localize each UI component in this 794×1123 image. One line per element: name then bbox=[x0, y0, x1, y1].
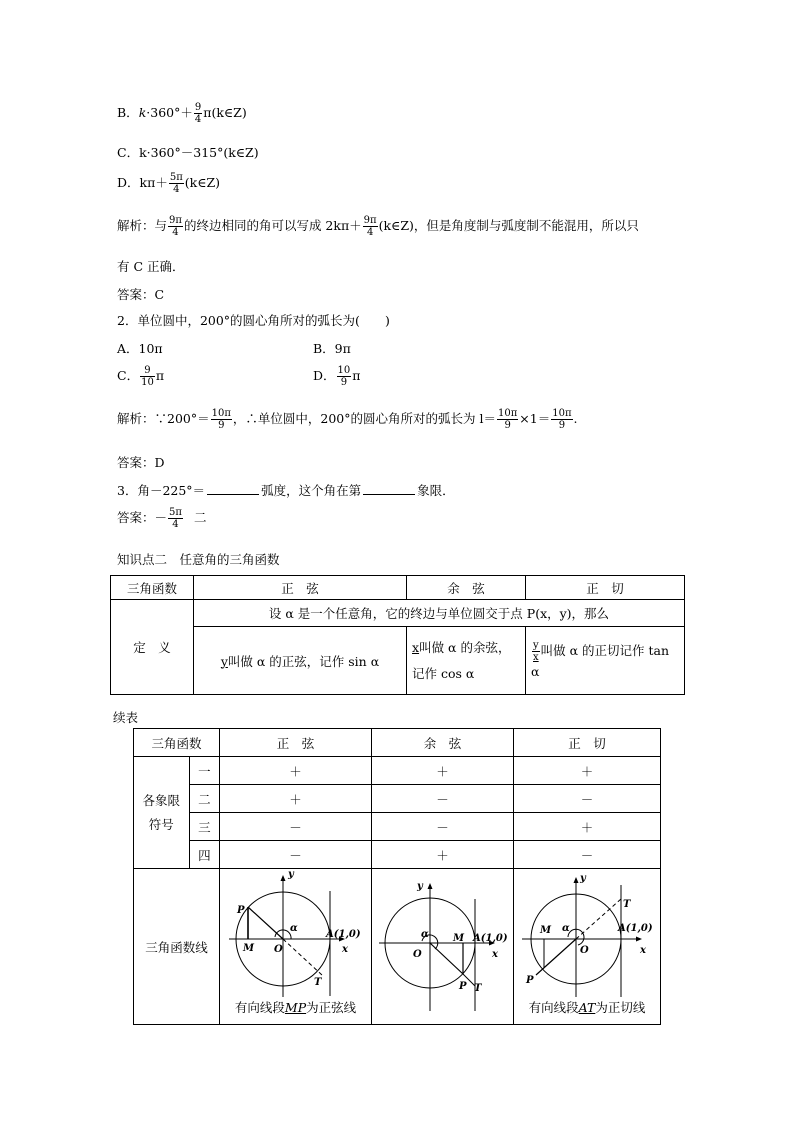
sign-cos-4: ＋ bbox=[372, 841, 514, 869]
th2-cos: 余 弦 bbox=[372, 729, 514, 757]
section-title: 知识点二 任意角的三角函数 bbox=[117, 552, 280, 567]
th-sin: 正 弦 bbox=[194, 576, 407, 600]
blank-1 bbox=[207, 482, 259, 495]
label-a: A(1,0) bbox=[472, 933, 508, 944]
y-arrow-icon bbox=[427, 883, 432, 889]
x-arrow-icon bbox=[636, 937, 642, 942]
sine-line-diagram bbox=[221, 871, 371, 1001]
q2-option-d: D． $\frac{10}{9}$ π bbox=[313, 365, 361, 388]
option-c: C．k·360°－315°(k∈Z) bbox=[117, 145, 259, 160]
sign-cos-1: ＋ bbox=[372, 757, 514, 785]
sin-figure-cell bbox=[220, 869, 372, 1025]
th2-sin: 正 弦 bbox=[220, 729, 372, 757]
label-t: T bbox=[623, 899, 631, 910]
sign-sin-2: ＋ bbox=[220, 785, 372, 813]
terminal-ray bbox=[430, 943, 463, 974]
cos-figure-cell bbox=[372, 869, 514, 1025]
def-label: 定 义 bbox=[111, 600, 194, 695]
label-o: O bbox=[412, 949, 422, 960]
label-x: x bbox=[640, 945, 646, 956]
def-tan: $\frac{y}{x}$ 叫做 α 的正切记作 tan α bbox=[526, 627, 685, 695]
y-arrow-icon bbox=[574, 877, 579, 883]
tangent-line-diagram bbox=[514, 871, 660, 1001]
label-m: M bbox=[242, 943, 254, 954]
th2-tan: 正 切 bbox=[514, 729, 661, 757]
th-function: 三角函数 bbox=[111, 576, 194, 600]
terminal-ray bbox=[248, 907, 283, 939]
label-o: O bbox=[580, 945, 589, 956]
signs-table bbox=[133, 728, 661, 1025]
label-alpha: α bbox=[289, 923, 298, 934]
def-sin: y叫做 α 的正弦，记作 sin α bbox=[194, 627, 407, 695]
label-p: P bbox=[526, 975, 534, 986]
sign-sin-3: － bbox=[220, 813, 372, 841]
th2-function: 三角函数 bbox=[134, 729, 220, 757]
label-x: x bbox=[491, 949, 498, 960]
quadrant-1: 一 bbox=[189, 757, 219, 785]
label-o: O bbox=[273, 944, 283, 955]
sign-sin-4: － bbox=[220, 841, 372, 869]
label-m: M bbox=[452, 933, 464, 944]
def-intro: 设 α 是一个任意角，它的终边与单位圆交于点 P(x，y)，那么 bbox=[194, 600, 685, 627]
analysis-1: 解析：与 $\frac{9\pi}{4}$ 的终边相同的角可以写成 2kπ＋ $\frac{9\pi}{4}$ (k∈Z)，但是角度制与弧度制不能混用，所以只 bbox=[117, 215, 639, 238]
sign-tan-4: － bbox=[514, 841, 661, 869]
label-alpha: α bbox=[562, 923, 570, 934]
option-b: B．k·360°＋ $\frac{9}{4}$ π(k∈Z) bbox=[117, 102, 247, 125]
label-t: T bbox=[473, 983, 481, 994]
y-arrow-icon bbox=[280, 875, 285, 881]
sign-cos-3: － bbox=[372, 813, 514, 841]
extended-ray bbox=[283, 939, 322, 975]
terminal-ray bbox=[536, 939, 576, 975]
tan-figure-cell bbox=[514, 869, 661, 1025]
definition-table bbox=[110, 575, 685, 695]
label-alpha: α bbox=[420, 929, 429, 940]
q2-option-b: B．9π bbox=[313, 341, 351, 356]
answer-3: 答案：－ $\frac{5\pi}{4}$ 二 bbox=[117, 507, 207, 530]
sign-tan-3: ＋ bbox=[514, 813, 661, 841]
option-d: D．kπ＋ $\frac{5\pi}{4}$ (k∈Z) bbox=[117, 172, 221, 195]
q2-option-c: C． $\frac{9}{10}$ π bbox=[117, 365, 165, 388]
question-3: 3．角－225°＝ 弧度，这个角在第 象限． bbox=[117, 483, 455, 498]
tan-caption: 有向线段AT为正切线 bbox=[528, 1000, 646, 1015]
label-x: x bbox=[341, 944, 348, 955]
blank-2 bbox=[363, 482, 415, 495]
sin-caption: 有向线段MP为正弦线 bbox=[234, 1000, 357, 1015]
answer-1: 答案：C bbox=[117, 287, 165, 302]
label-p: P bbox=[236, 905, 245, 916]
label-a: A(1,0) bbox=[325, 929, 361, 940]
quadrant-3: 三 bbox=[189, 813, 219, 841]
label-p: P bbox=[458, 981, 467, 992]
label-y: y bbox=[416, 881, 423, 892]
sign-tan-2: － bbox=[514, 785, 661, 813]
continued-label: 续表 bbox=[113, 710, 139, 725]
quadrant-label: 各象限 符号 bbox=[134, 757, 190, 869]
quadrant-4: 四 bbox=[189, 841, 219, 869]
q2-option-a: A．10π bbox=[117, 341, 163, 356]
trig-lines-label: 三角函数线 bbox=[134, 869, 220, 1025]
sign-tan-1: ＋ bbox=[514, 757, 661, 785]
label-t: T bbox=[313, 977, 321, 988]
label-a: A(1,0) bbox=[618, 923, 653, 934]
answer-2: 答案：D bbox=[117, 455, 165, 470]
analysis-2: 解析：∵200°＝ $\frac{10\pi}{9}$ ，∴单位圆中，200°的圆心角所对的弧长为 l＝ $\frac{10\pi}{9}$ ×1＝ $\frac{10\pi}{9}$ . bbox=[117, 408, 578, 431]
label-y: y bbox=[580, 873, 586, 884]
th-tan: 正 切 bbox=[526, 576, 685, 600]
label-m: M bbox=[540, 925, 552, 936]
sign-cos-2: － bbox=[372, 785, 514, 813]
sign-sin-1: ＋ bbox=[220, 757, 372, 785]
def-cos: x叫做 α 的余弦， 记作 cos α bbox=[407, 627, 526, 695]
question-2: 2．单位圆中，200°的圆心角所对的弧长为( ) bbox=[117, 313, 390, 328]
th-cos: 余 弦 bbox=[407, 576, 526, 600]
analysis-1-line2: 有 C 正确． bbox=[117, 259, 185, 274]
cosine-line-diagram bbox=[373, 871, 513, 1021]
label-y: y bbox=[287, 871, 294, 880]
quadrant-2: 二 bbox=[189, 785, 219, 813]
